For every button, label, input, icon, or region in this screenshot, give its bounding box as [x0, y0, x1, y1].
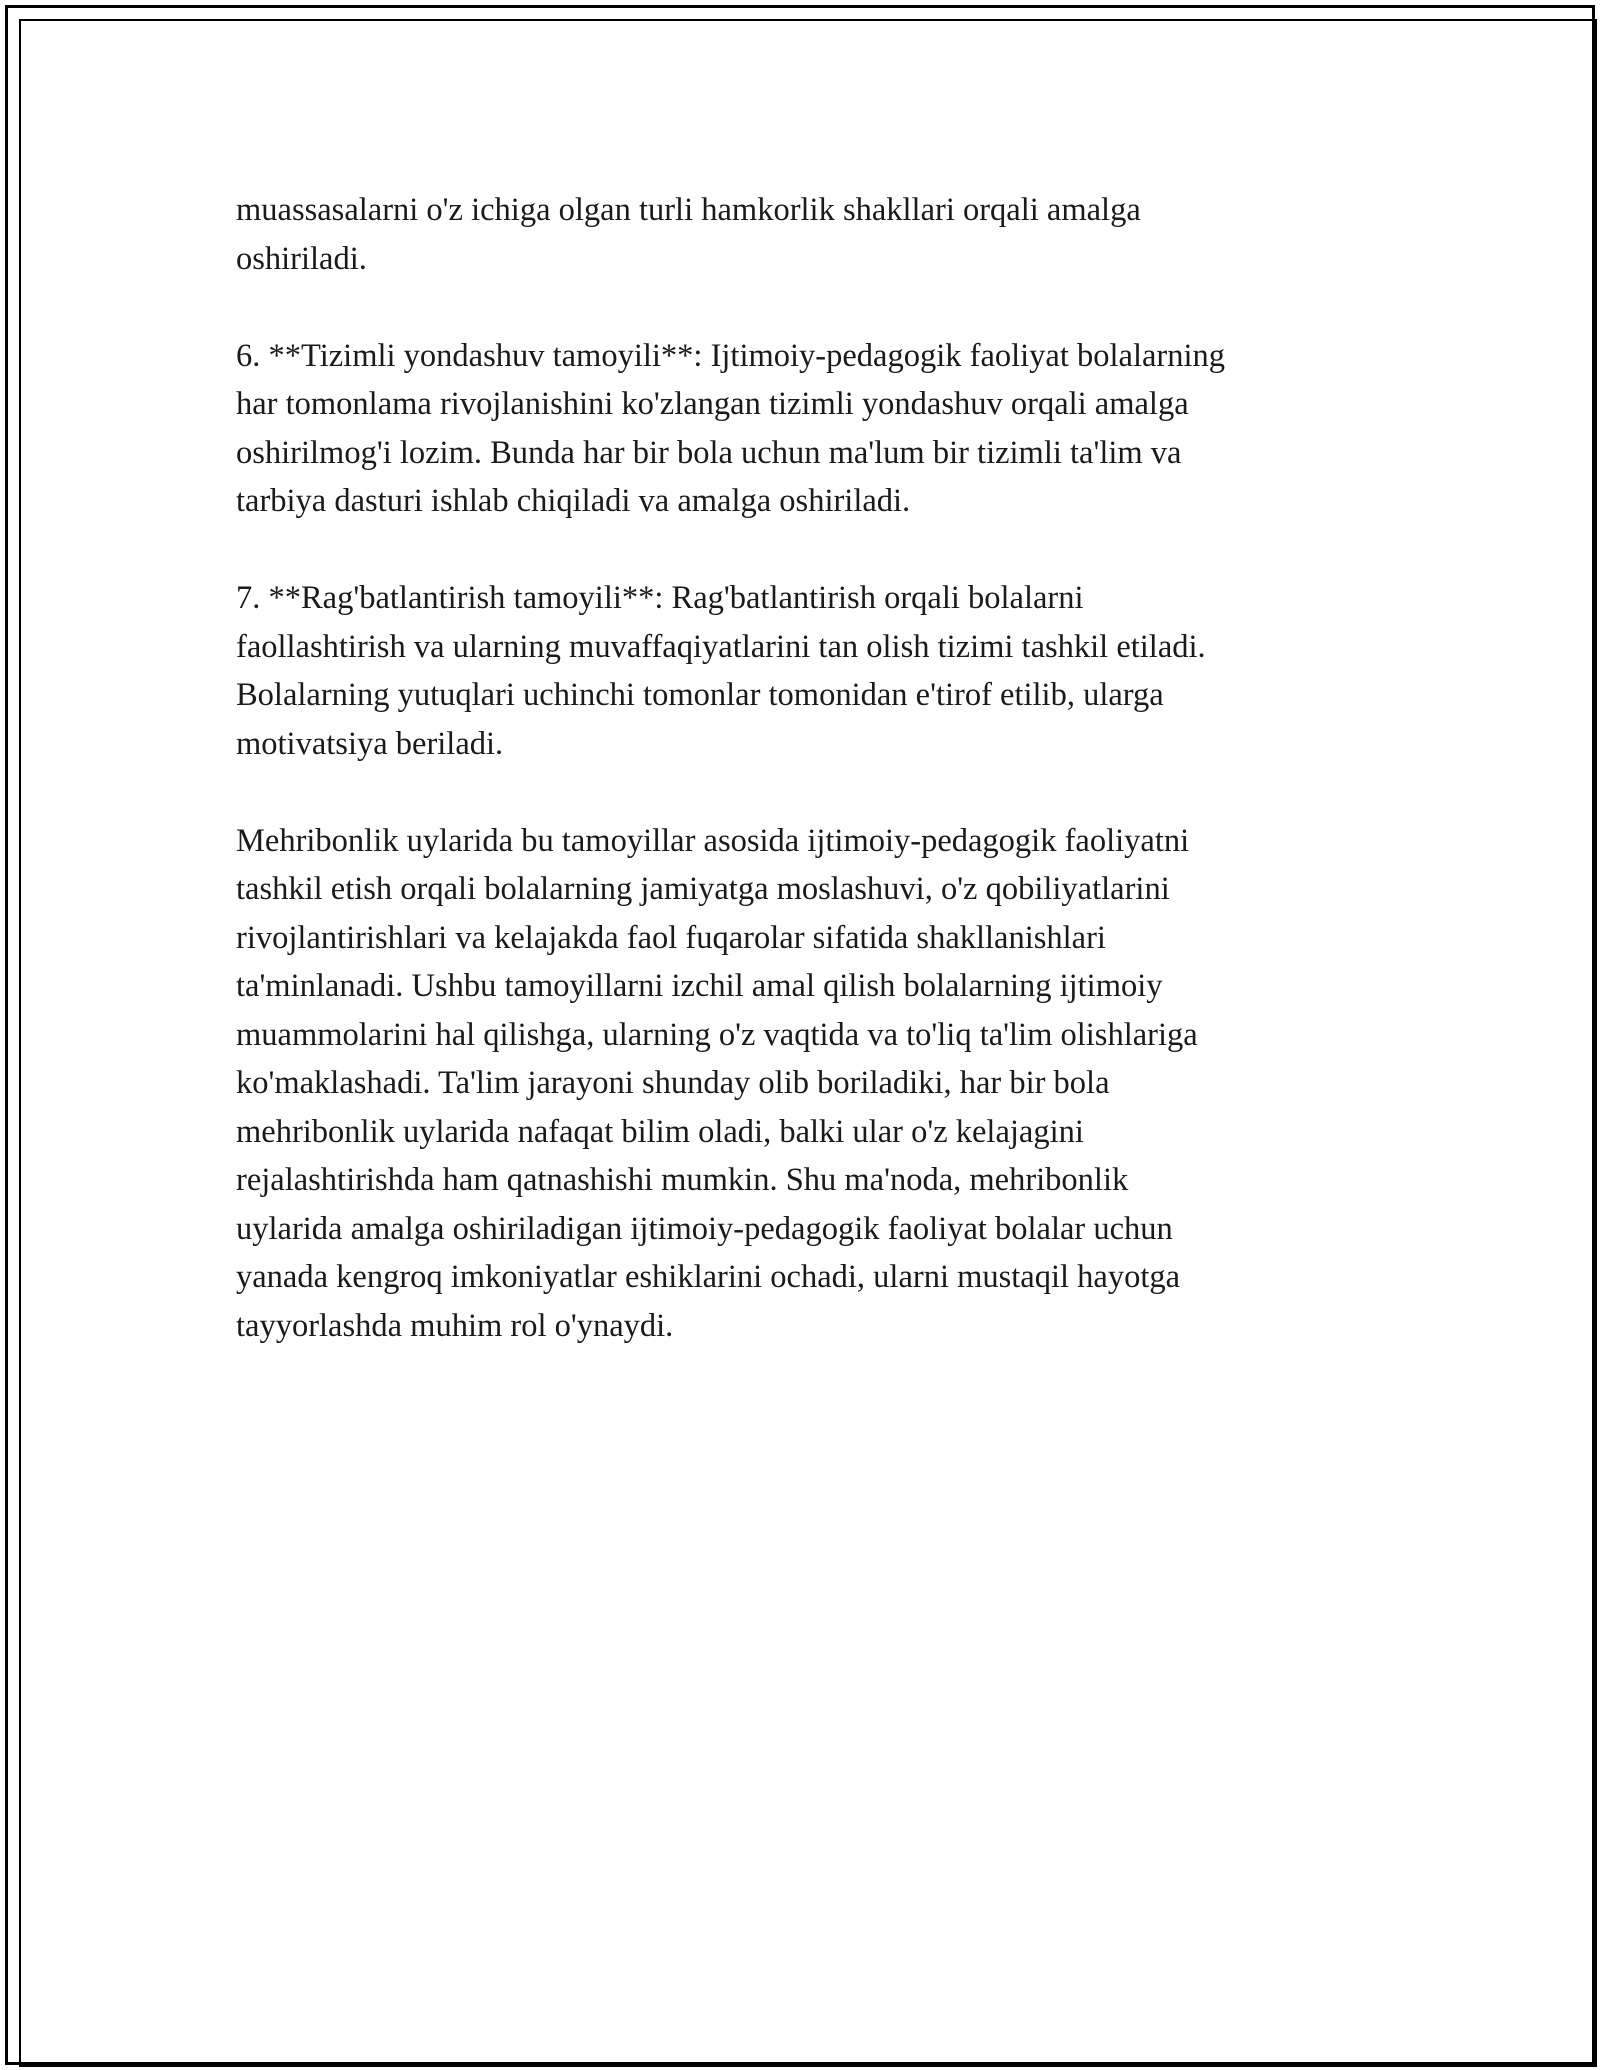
- paragraph-conclusion: [236, 817, 1376, 1351]
- text-line: tashkil etish orqali bolalarning jamiyatga moslashuvi, o'z qobiliyatlarini: [236, 871, 1170, 907]
- text-line: muammolarini hal qilishga, ularning o'z vaqtida va to'liq ta'lim olishlariga: [236, 1016, 1198, 1053]
- text-line: mehribonlik uylarida nafaqat bilim oladi, balki ular o'z kelajagini: [236, 1113, 1084, 1150]
- text-line: 7. **Rag'batlantirish tamoyili**: Rag'batlantirish orqali bolalarni: [236, 580, 1084, 616]
- text-line: yanada kengroq imkoniyatlar eshiklarini ochadi, ularni mustaqil hayotga: [236, 1259, 1181, 1295]
- paragraph-continuation: [236, 186, 1376, 283]
- text-line: Mehribonlik uylarida bu tamoyillar asosida ijtimoiy-pedagogik faoliyatni: [236, 822, 1190, 859]
- text-line: ta'minlanadi. Ushbu tamoyillarni izchil amal qilish bolalarning ijtimoiy: [236, 968, 1163, 1004]
- text-line: muassasalarni o'z ichiga olgan turli hamkorlik shakllari orqali amalga: [236, 192, 1141, 228]
- text-line: uylarida amalga oshiriladigan ijtimoiy-pedagogik faoliyat bolalar uchun: [236, 1210, 1173, 1247]
- text-line: ko'maklashadi. Ta'lim jarayoni shunday olib boriladiki, har bir bola: [236, 1065, 1110, 1101]
- text-line: faollashtirish va ularning muvaffaqiyatlarini tan olish tizimi tashkil etiladi.: [236, 628, 1206, 665]
- text-line: tayyorlashda muhim rol o'ynaydi.: [236, 1307, 674, 1344]
- text-line: har tomonlama rivojlanishini ko'zlangan tizimli yondashuv orqali amalga: [236, 386, 1189, 422]
- text-line: oshiriladi.: [236, 240, 367, 277]
- document-body: [236, 186, 1376, 1350]
- text-line: motivatsiya beriladi.: [236, 725, 504, 762]
- text-line: tarbiya dasturi ishlab chiqiladi va amalga oshiriladi.: [236, 483, 911, 519]
- text-line: oshirilmog'i lozim. Bunda har bir bola uchun ma'lum bir tizimli ta'lim va: [236, 434, 1182, 471]
- paragraph-principle-6: [236, 332, 1376, 526]
- text-line: rivojlantirishlari va kelajakda faol fuqarolar sifatida shakllanishlari: [236, 919, 1106, 956]
- paragraph-principle-7: [236, 574, 1376, 768]
- text-line: rejalashtirishda ham qatnashishi mumkin. Shu ma'noda, mehribonlik: [236, 1162, 1129, 1198]
- text-line: 6. **Tizimli yondashuv tamoyili**: Ijtimoiy-pedagogik faoliyat bolalarning: [236, 337, 1226, 374]
- text-line: Bolalarning yutuqlari uchinchi tomonlar tomonidan e'tirof etilib, ularga: [236, 677, 1164, 713]
